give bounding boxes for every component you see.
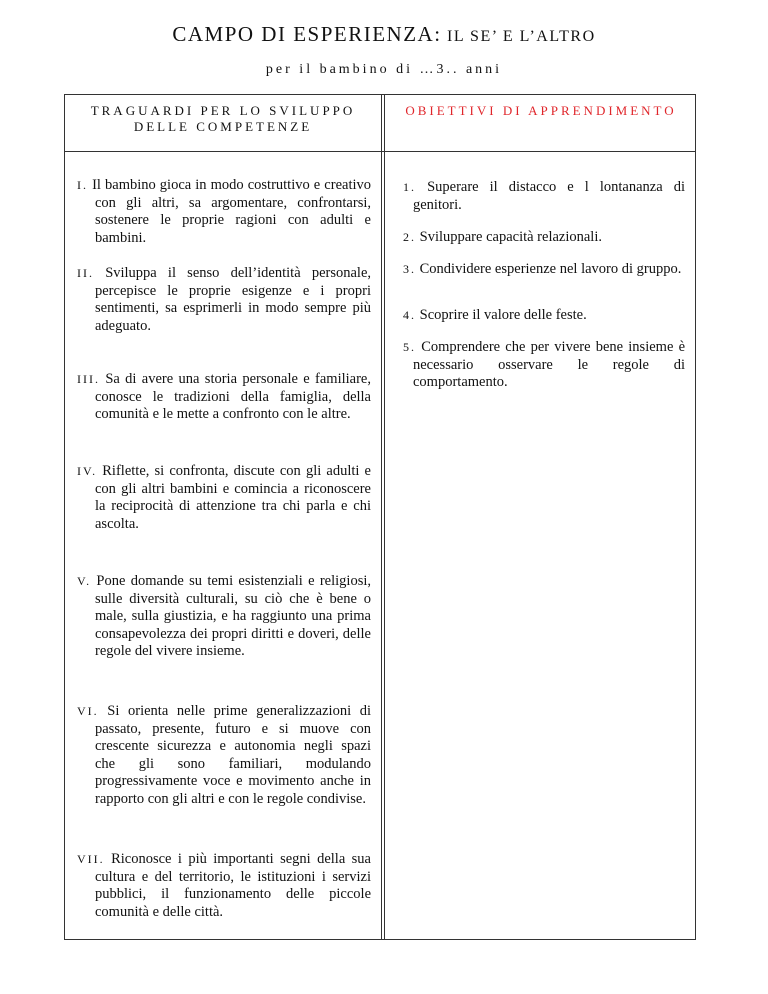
traguardo-item [77, 703, 371, 809]
traguardo-number: IV. [77, 464, 98, 478]
traguardo-item [77, 177, 371, 247]
obiettivo-number: 2. [403, 230, 416, 244]
traguardo-number: II. [77, 266, 94, 280]
header-divider [65, 151, 695, 152]
traguardo-item [77, 463, 371, 533]
obiettivo-number: 5. [403, 340, 416, 354]
obiettivo-text: Scoprire il valore delle feste. [419, 307, 587, 323]
obiettivo-number: 4. [403, 308, 416, 322]
obiettivo-text: Condividere esperienze nel lavoro di gruppo. [419, 261, 682, 277]
document-title [0, 22, 768, 47]
traguardo-number: V. [77, 574, 92, 588]
obiettivo-item [403, 229, 685, 247]
traguardo-item [77, 573, 371, 661]
traguardi-header: TRAGUARDI PER LO SVILUPPO DELLE COMPETENZE [90, 103, 356, 134]
curriculum-table [64, 94, 696, 940]
traguardo-item [77, 265, 371, 335]
obiettivo-item [403, 261, 685, 279]
traguardo-text: Riconosce i più importanti segni della sua cultura e del territorio, le istituzioni i servizi pubblici, il funzionamento delle piccole comunità e delle città. [95, 851, 371, 920]
obiettivo-item [403, 307, 685, 325]
title-rest: IL SE’ E L’ALTRO [441, 28, 596, 45]
traguardo-text: Riflette, si confronta, discute con gli adulti e con gli altri bambini e comincia a riconoscere la reciprocità di attenzione tra chi parla e chi ascolta. [95, 463, 371, 532]
obiettivo-number: 3. [403, 262, 416, 276]
obiettivo-number: 1. [403, 180, 416, 194]
column-divider [381, 95, 385, 939]
traguardo-item [77, 851, 371, 921]
traguardo-text: Il bambino gioca in modo costruttivo e creativo con gli altri, sa argomentare, confrontarsi, sostenere le proprie ragioni con adulti e bambini. [92, 177, 372, 246]
title-main: CAMPO DI ESPERIENZA: [172, 22, 442, 46]
traguardo-text: Pone domande su temi esistenziali e religiosi, sulle diversità culturali, su ciò che è bene o male, sulla giustizia, e ha raggiunto una prima consapevolezza dei propri diritti e doveri, delle regole del vivere insieme. [95, 573, 371, 660]
obiettivo-item [403, 179, 685, 214]
traguardo-number: VI. [77, 704, 99, 718]
traguardo-item [77, 371, 371, 424]
obiettivo-text: Superare il distacco e l lontananza di genitori. [413, 179, 686, 213]
obiettivo-text: Sviluppare capacità relazionali. [419, 229, 602, 245]
traguardo-number: VII. [77, 852, 105, 866]
obiettivi-header: OBIETTIVI DI APPRENDIMENTO [405, 103, 677, 118]
traguardo-number: III. [77, 372, 100, 386]
obiettivo-text: Comprendere che per vivere bene insieme è necessario osservare le regole di comportamento. [413, 339, 685, 391]
traguardo-number: I. [77, 178, 88, 192]
traguardo-text: Sa di avere una storia personale e familiare, conosce le tradizioni della famiglia, della comunità e le mette a confronto con le altre. [95, 371, 371, 423]
obiettivo-item [403, 339, 685, 392]
traguardo-text: Sviluppa il senso dell’identità personale, percepisce le proprie esigenze e i propri sentimenti, sa esprimerli in modo sempre più adeguato. [95, 265, 372, 334]
traguardo-text: Si orienta nelle prime generalizzazioni di passato, presente, futuro e si muove con crescente sicurezza e autonomia negli spazi che gli sono familiari, modulando progressivamente voce e movimento anche in rapporto con gli altri e con le regole condivise. [95, 703, 372, 807]
document-subtitle: per il bambino di …3.. anni [265, 62, 503, 77]
